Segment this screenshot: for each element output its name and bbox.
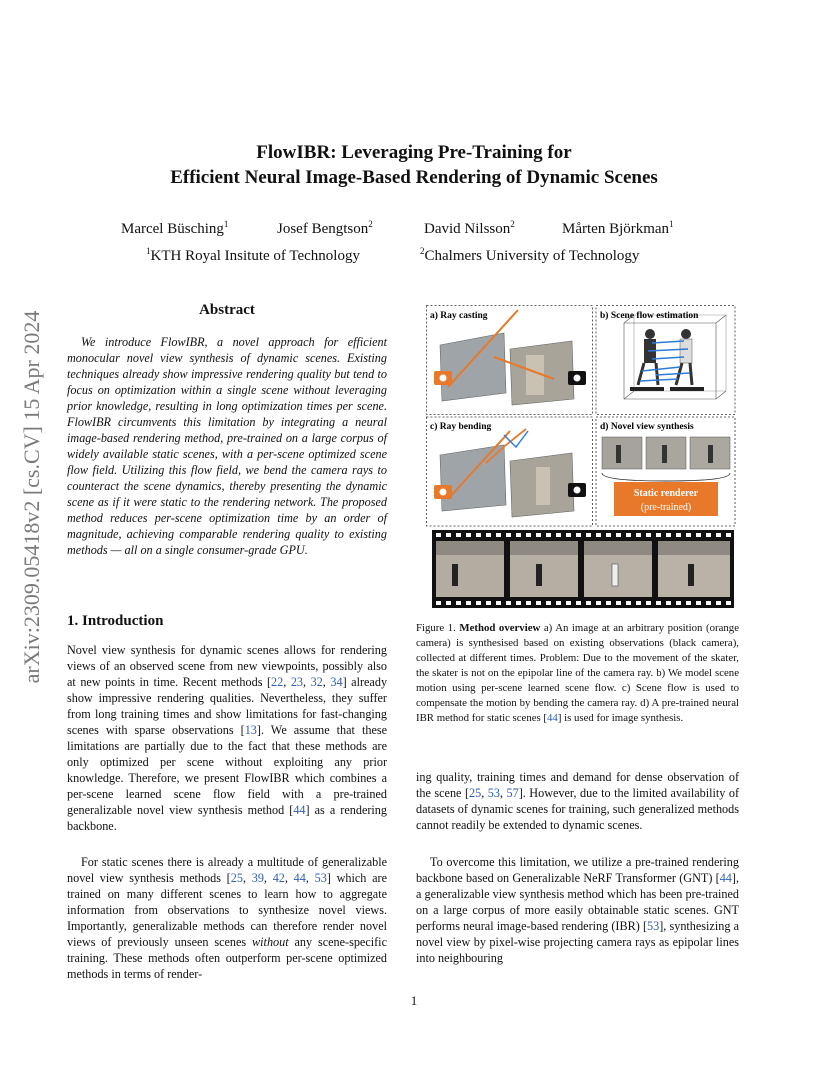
text-run: ] is used for image synthesis. xyxy=(557,712,684,724)
bold-text: Method overview xyxy=(459,622,541,634)
author-1 xyxy=(121,219,228,238)
text-run: ]. We assume that these limitations are partially due to the fact that these methods are only optimized per scene without exploiting any prior knowledge. Therefore, we present FlowIBR which combines a per-scene learned scene flow field with a pre-trained generalizable novel view synthesis method [ xyxy=(67,723,387,817)
citation-link[interactable]: 44 xyxy=(293,803,306,817)
author-name: Josef Bengtson xyxy=(277,221,369,237)
author-aff: 1 xyxy=(223,219,229,229)
author-name: Marcel Büsching xyxy=(121,221,224,237)
panel-label-a: a) Ray casting xyxy=(430,311,488,321)
text-run: For static scenes there is already a multitude of generalizable novel view synthesis methods [ xyxy=(67,855,387,885)
title-line-2: Efficient Neural Image-Based Rendering of Dynamic Scenes xyxy=(170,167,658,188)
text-run: , xyxy=(499,786,507,800)
affiliation-mark: 2 xyxy=(420,246,425,256)
affiliation-name: Chalmers University of Technology xyxy=(424,248,640,264)
title-line-1: FlowIBR: Leveraging Pre-Training for xyxy=(256,142,572,163)
citation-link[interactable]: 53 xyxy=(487,786,500,800)
author-aff: 2 xyxy=(368,219,373,229)
citation-link[interactable]: 13 xyxy=(244,723,257,737)
text-run: , xyxy=(284,871,294,885)
text-run: any scene-specific training. These methods often outperform per-scene optimized methods in terms of render- xyxy=(67,935,387,981)
right-paragraph-1 xyxy=(416,769,739,833)
author-name: Mårten Björkman xyxy=(562,221,670,237)
output-film-strip xyxy=(432,530,734,608)
citation-link[interactable]: 23 xyxy=(290,675,304,689)
panel-b-skaters xyxy=(630,329,704,391)
figure-1-diagram xyxy=(426,305,736,527)
affiliation-1 xyxy=(146,246,360,265)
section-heading-introduction: 1. Introduction xyxy=(67,613,164,629)
text-run: ]. However, due to the limited availability of datasets of dynamic scenes for training, such generalized methods cannot readily be extended to dynamic scenes. xyxy=(416,786,740,832)
affiliation-mark: 1 xyxy=(146,246,151,256)
affiliation-2 xyxy=(420,246,639,265)
text-run: , xyxy=(242,871,252,885)
panel-a-images xyxy=(434,310,586,405)
right-paragraph-2 xyxy=(416,854,739,966)
author-aff: 1 xyxy=(669,219,674,229)
author-4 xyxy=(562,219,674,238)
affiliation-name: KTH Royal Insitute of Technology xyxy=(150,248,360,264)
citation-link[interactable]: 53 xyxy=(647,919,660,933)
figure-1 xyxy=(426,305,736,527)
abstract-text: We introduce FlowIBR, a novel approach for efficient monocular novel view synthesis of dynamic scenes. Existing techniques already show impressive rendering quality but tend to focus on optimization within a single scene without leveraging prior knowledge, resulting in long optimization times per scene. FlowIBR circumvents this limitation by integrating a neural image-based rendering method, pre-trained on a large corpus of widely available static scenes, with a per-scene optimized scene flow field. Utilizing this flow field, we bend the camera rays to counteract the scene dynamics, thereby presenting the dynamic scene as if it were static to the rendering network. The proposed method reduces per-scene optimization time by an order of magnitude, achieving comparable rendering quality to existing methods — all on a single consumer-grade GPU. xyxy=(67,335,387,557)
citation-link[interactable]: 32 xyxy=(310,675,323,689)
author-name: David Nilsson xyxy=(424,221,511,237)
intro-paragraph-1 xyxy=(67,642,387,834)
italic-text: without xyxy=(252,935,289,949)
citation-link[interactable]: 25 xyxy=(230,871,243,885)
text-run: , xyxy=(303,675,311,689)
citation-link[interactable]: 22 xyxy=(271,675,284,689)
renderer-line-2: (pre-trained) xyxy=(640,502,692,513)
renderer-line-1: Static renderer xyxy=(633,488,699,499)
author-3 xyxy=(424,219,515,238)
text-run: To overcome this limitation, we utilize a pre-trained rendering backbone based on Generalizable NeRF Transformer (GNT) [ xyxy=(416,855,739,885)
film-strip-graphic xyxy=(432,530,734,608)
text-run: Novel view synthesis for dynamic scenes allows for rendering views of an observed scene from new viewpoints, possibly also at new points in time. Recent methods [ xyxy=(67,643,387,689)
panel-label-d: d) Novel view synthesis xyxy=(600,422,694,432)
figure-1-caption xyxy=(416,621,739,726)
panel-d-thumbnails xyxy=(602,437,730,481)
panel-c-images xyxy=(434,429,586,517)
author-aff: 2 xyxy=(510,219,515,229)
text-run: , xyxy=(481,786,488,800)
citation-link[interactable]: 39 xyxy=(251,871,264,885)
text-run: ], synthesizing a novel view by pixel-wise projecting camera rays as epipolar lines into neighbouring xyxy=(416,919,739,965)
text-run: , xyxy=(283,675,291,689)
text-run: ] which are trained on many different scenes to learn how to aggregate information from observations to synthesize novel views. Importantly, generalizable methods can therefore render novel views of previously unseen scenes xyxy=(67,871,387,949)
text-run: ], a generalizable view synthesis method which has been pre-trained on a large corpus of more easily obtainable static scenes. GNT performs neural image-based rendering (IBR) [ xyxy=(416,871,739,933)
text-run: Figure 1. xyxy=(416,622,460,634)
panel-label-c: c) Ray bending xyxy=(430,422,492,432)
citation-link[interactable]: 57 xyxy=(506,786,519,800)
text-run: a) An image at an arbitrary position (orange camera) is synthesised based on existing observations (black camera), collected at different times. Problem: Due to the movement of the skater, the skater is not on the epipolar line of the camera ray. b) We model scene motion using per-scene learned scene flow. c) Scene flow is used to compensate the motion by bending the camera ray. d) A pre-trained neural IBR method for static scenes [ xyxy=(416,622,739,724)
citation-link[interactable]: 44 xyxy=(719,871,732,885)
citation-link[interactable]: 53 xyxy=(314,871,327,885)
text-run: ing quality, training times and demand for dense observation of the scene [ xyxy=(416,770,739,800)
citation-link[interactable]: 42 xyxy=(272,871,285,885)
citation-link[interactable]: 34 xyxy=(330,675,343,689)
text-run: , xyxy=(263,871,273,885)
intro-paragraph-2 xyxy=(67,854,387,982)
arxiv-identifier-text: arXiv:2309.05418v2 [cs.CV] 15 Apr 2024 xyxy=(19,310,44,684)
panel-b-frame xyxy=(596,306,735,415)
paper-title xyxy=(0,140,828,190)
panel-label-b: b) Scene flow estimation xyxy=(600,311,699,321)
citation-link[interactable]: 44 xyxy=(547,712,558,724)
page-number: 1 xyxy=(410,993,418,1008)
text-run: ] already show impressive rendering qualities. Nevertheless, they suffer from long training times and show limitations for fast-changing scenes with sparse observations [ xyxy=(67,675,388,737)
citation-link[interactable]: 44 xyxy=(293,871,306,885)
text-run: , xyxy=(305,871,315,885)
text-run: , xyxy=(322,675,331,689)
citation-link[interactable]: 25 xyxy=(469,786,482,800)
text-run: ] as a rendering backbone. xyxy=(67,803,387,833)
arxiv-identifier xyxy=(10,230,54,765)
author-2 xyxy=(277,219,373,238)
abstract-heading: Abstract xyxy=(199,302,255,318)
